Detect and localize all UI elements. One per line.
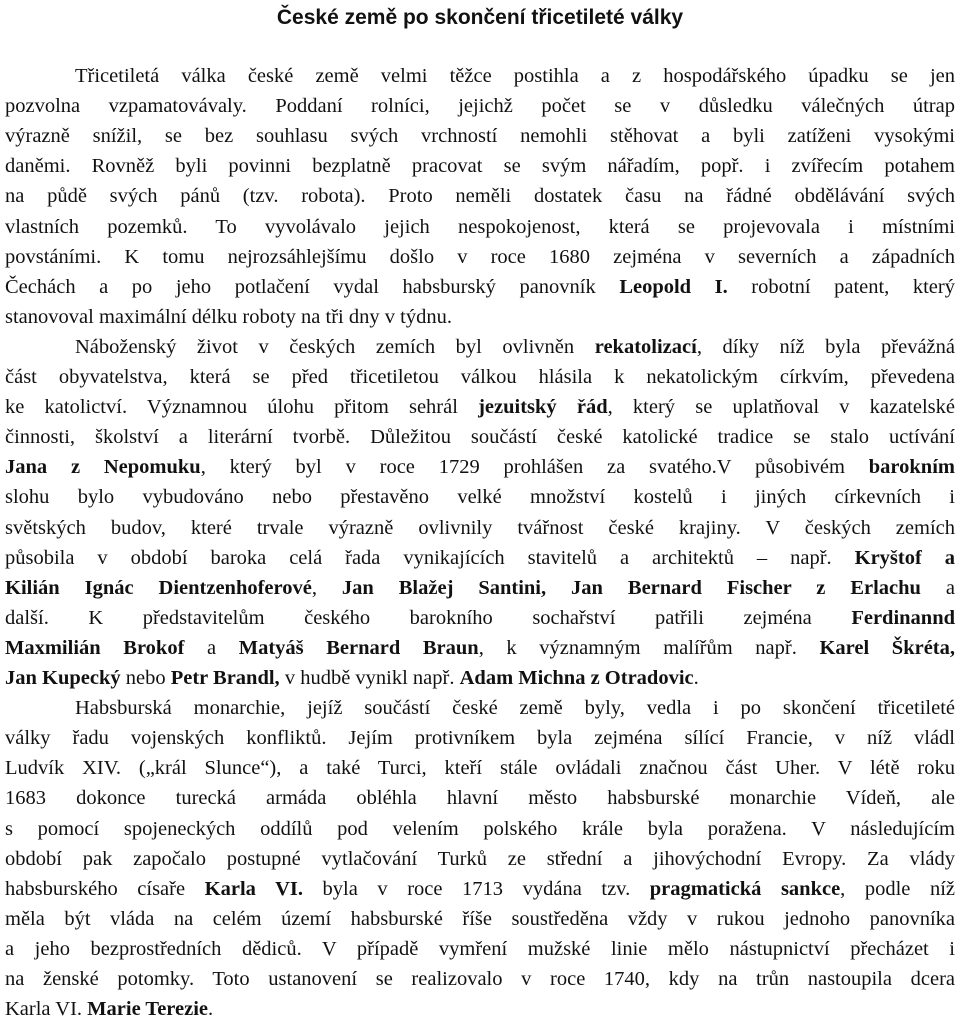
document-title: České země po skončení třicetileté války [276, 6, 684, 29]
text-line [5, 302, 955, 332]
text-line [5, 91, 955, 121]
text-line [5, 994, 955, 1024]
text-run: . [693, 667, 699, 689]
bold-text: Karel Škréta, [819, 636, 955, 659]
text-line [75, 61, 955, 91]
bold-text: Maxmilián Brokof [5, 636, 185, 659]
text-run: robotní patent, který [727, 275, 955, 298]
text-run: Ludvík XIV. („král Slunce“), a také Turci, kteří stále ovládali značnou část Uher. V létě roku [5, 757, 955, 780]
text-line [5, 181, 955, 211]
bold-text: Matyáš Bernard Braun [238, 636, 479, 659]
text-line [75, 693, 955, 723]
text-run: činnosti, školství a literární tvorbě. Důležitou součástí české katolické tradice se stalo uctívání [5, 426, 955, 449]
text-run: Habsburská monarchie, jejíž součástí české země byly, vedla i po skončení třicetileté [75, 697, 955, 720]
text-run: v hudbě vynikl např. [279, 667, 460, 689]
text-run: na ženské potomky. Toto ustanovení se realizovalo v roce 1740, kdy na trůn nastoupila dcera [5, 968, 955, 990]
text-line [75, 332, 955, 362]
text-run: část obyvatelstva, která se před třicetiletou válkou hlásila k nekatolickým církvím, převedena [5, 366, 955, 388]
text-run: , [311, 576, 342, 599]
text-run: na půdě svých pánů (tzv. robota). Proto neměli dostatek času na řádné obdělávání svých [5, 185, 955, 208]
text-run: měla být vláda na celém území habsburské říše soustředěna vždy v rukou jednoho panovníka [5, 907, 955, 930]
text-run: a [920, 576, 955, 599]
text-run: 1683 dokonce turecká armáda obléhla hlavní město habsburské monarchie Vídeň, ale [5, 787, 955, 810]
bold-text: pragmatická sankce [649, 877, 841, 900]
text-run: s pomocí spojeneckých oddílů pod velením polského krále byla poražena. V následujícím [5, 817, 955, 840]
bold-text: barokním [868, 456, 955, 479]
text-line [5, 633, 955, 663]
bold-text: Kryštof a [854, 546, 955, 569]
text-line [5, 964, 955, 994]
text-line [5, 783, 955, 813]
bold-text: Karla VI. [204, 877, 303, 900]
text-line [5, 904, 955, 934]
text-line [5, 212, 955, 242]
text-run: Čechách a po jeho potlačení vydal habsburský panovník [5, 275, 620, 298]
bold-text: Jana z Nepomuku [5, 456, 201, 479]
text-line [5, 814, 955, 844]
text-line [5, 121, 955, 151]
text-line [5, 482, 955, 512]
text-run: světských budov, které trvale výrazně ovlivnily tvářnost české krajiny. V českých zemích [5, 516, 955, 539]
text-run: , k významným malířům např. [478, 636, 820, 659]
text-line [5, 362, 955, 392]
bold-text: rekatolizací [594, 335, 697, 358]
bold-text: jezuitský řád [478, 396, 608, 419]
text-run: Třicetiletá válka české země velmi těžce postihla a z hospodářského úpadku se jen [75, 65, 955, 87]
text-run: další. K představitelům českého barokního sochařství patřili zejména [5, 606, 852, 629]
text-run: Karla VI. [5, 998, 88, 1021]
text-line [5, 513, 955, 543]
text-run: války řadu vojenských konfliktů. Jejím protivníkem byla zejména sílící Francie, v níž vládl [5, 727, 955, 750]
text-run: daněmi. Rovněž byli povinni bezplatně pracovat se svým nářadím, popř. i zvířecím potahem [5, 155, 955, 178]
text-line [5, 874, 955, 904]
text-run: povstáními. K tomu nejrozsáhlejšímu došlo v roce 1680 zejména v severních a západních [5, 245, 955, 268]
text-run: období pak započalo postupné vytlačování Turků ze střední a jihovýchodní Evropy. Za vlády [5, 847, 955, 870]
text-line [5, 543, 955, 573]
bold-text: Marie Terezie [87, 998, 209, 1021]
bold-text: Kilián Ignác Dientzenhoferové [5, 576, 312, 599]
text-run: ke katolictví. Významnou úlohu přitom sehrál [5, 396, 479, 419]
text-run: , díky níž byla převážná [696, 335, 955, 358]
text-line [5, 723, 955, 753]
text-line [5, 844, 955, 874]
text-run: vlastních pozemků. To vyvolávalo jejich nespokojenost, která se projevovala i místními [5, 215, 955, 238]
bold-text: Adam Michna z Otradovic [459, 667, 694, 689]
text-line [5, 452, 955, 482]
text-run: . [208, 998, 214, 1021]
text-run: výrazně snížil, se bez souhlasu svých vrchností nemohli stěhovat a byli zatíženi vysokými [5, 125, 955, 148]
text-line [5, 272, 955, 302]
text-run: a jeho bezprostředních dědiců. V případě vymření mužské linie mělo nástupnictví přecházet i [5, 937, 955, 960]
bold-text: Leopold I. [619, 275, 728, 298]
text-run: habsburského císaře [5, 877, 205, 900]
bold-text: Jan Kupecký [5, 667, 121, 689]
text-line [5, 422, 955, 452]
text-run: , podle níž [840, 877, 956, 900]
text-run: , který se uplatňoval v kazatelské [607, 396, 955, 419]
text-run: byla v roce 1713 vydána tzv. [303, 877, 650, 900]
text-run: nebo [120, 667, 171, 689]
text-line [5, 934, 955, 964]
bold-text: Jan Blažej Santini, Jan Bernard Fischer z Erlachu [341, 576, 921, 599]
bold-text: Petr Brandl, [170, 667, 280, 689]
text-run: stanovoval maximální délku roboty na tři dny v týdnu. [5, 305, 452, 328]
text-run: pozvolna vzpamatovávaly. Poddaní rolníci, jejichž počet se v důsledku válečných útrap [5, 95, 955, 118]
text-line [5, 242, 955, 272]
text-line [5, 573, 955, 603]
text-run: působila v období baroka celá řada vynikajících stavitelů a architektů – např. [5, 546, 855, 569]
text-line [5, 392, 955, 422]
text-run: a [184, 636, 239, 659]
text-line [5, 753, 955, 783]
text-run: slohu bylo vybudováno nebo přestavěno velké množství kostelů i jiných církevních i [5, 486, 955, 509]
text-line [5, 603, 955, 633]
bold-text: Ferdinannd [851, 606, 955, 629]
text-line [5, 663, 955, 693]
text-run: Náboženský život v českých zemích byl ovlivněn [75, 335, 595, 358]
text-run: , který byl v roce 1729 prohlášen za svatého.V působivém [200, 456, 869, 479]
text-line [5, 151, 955, 181]
